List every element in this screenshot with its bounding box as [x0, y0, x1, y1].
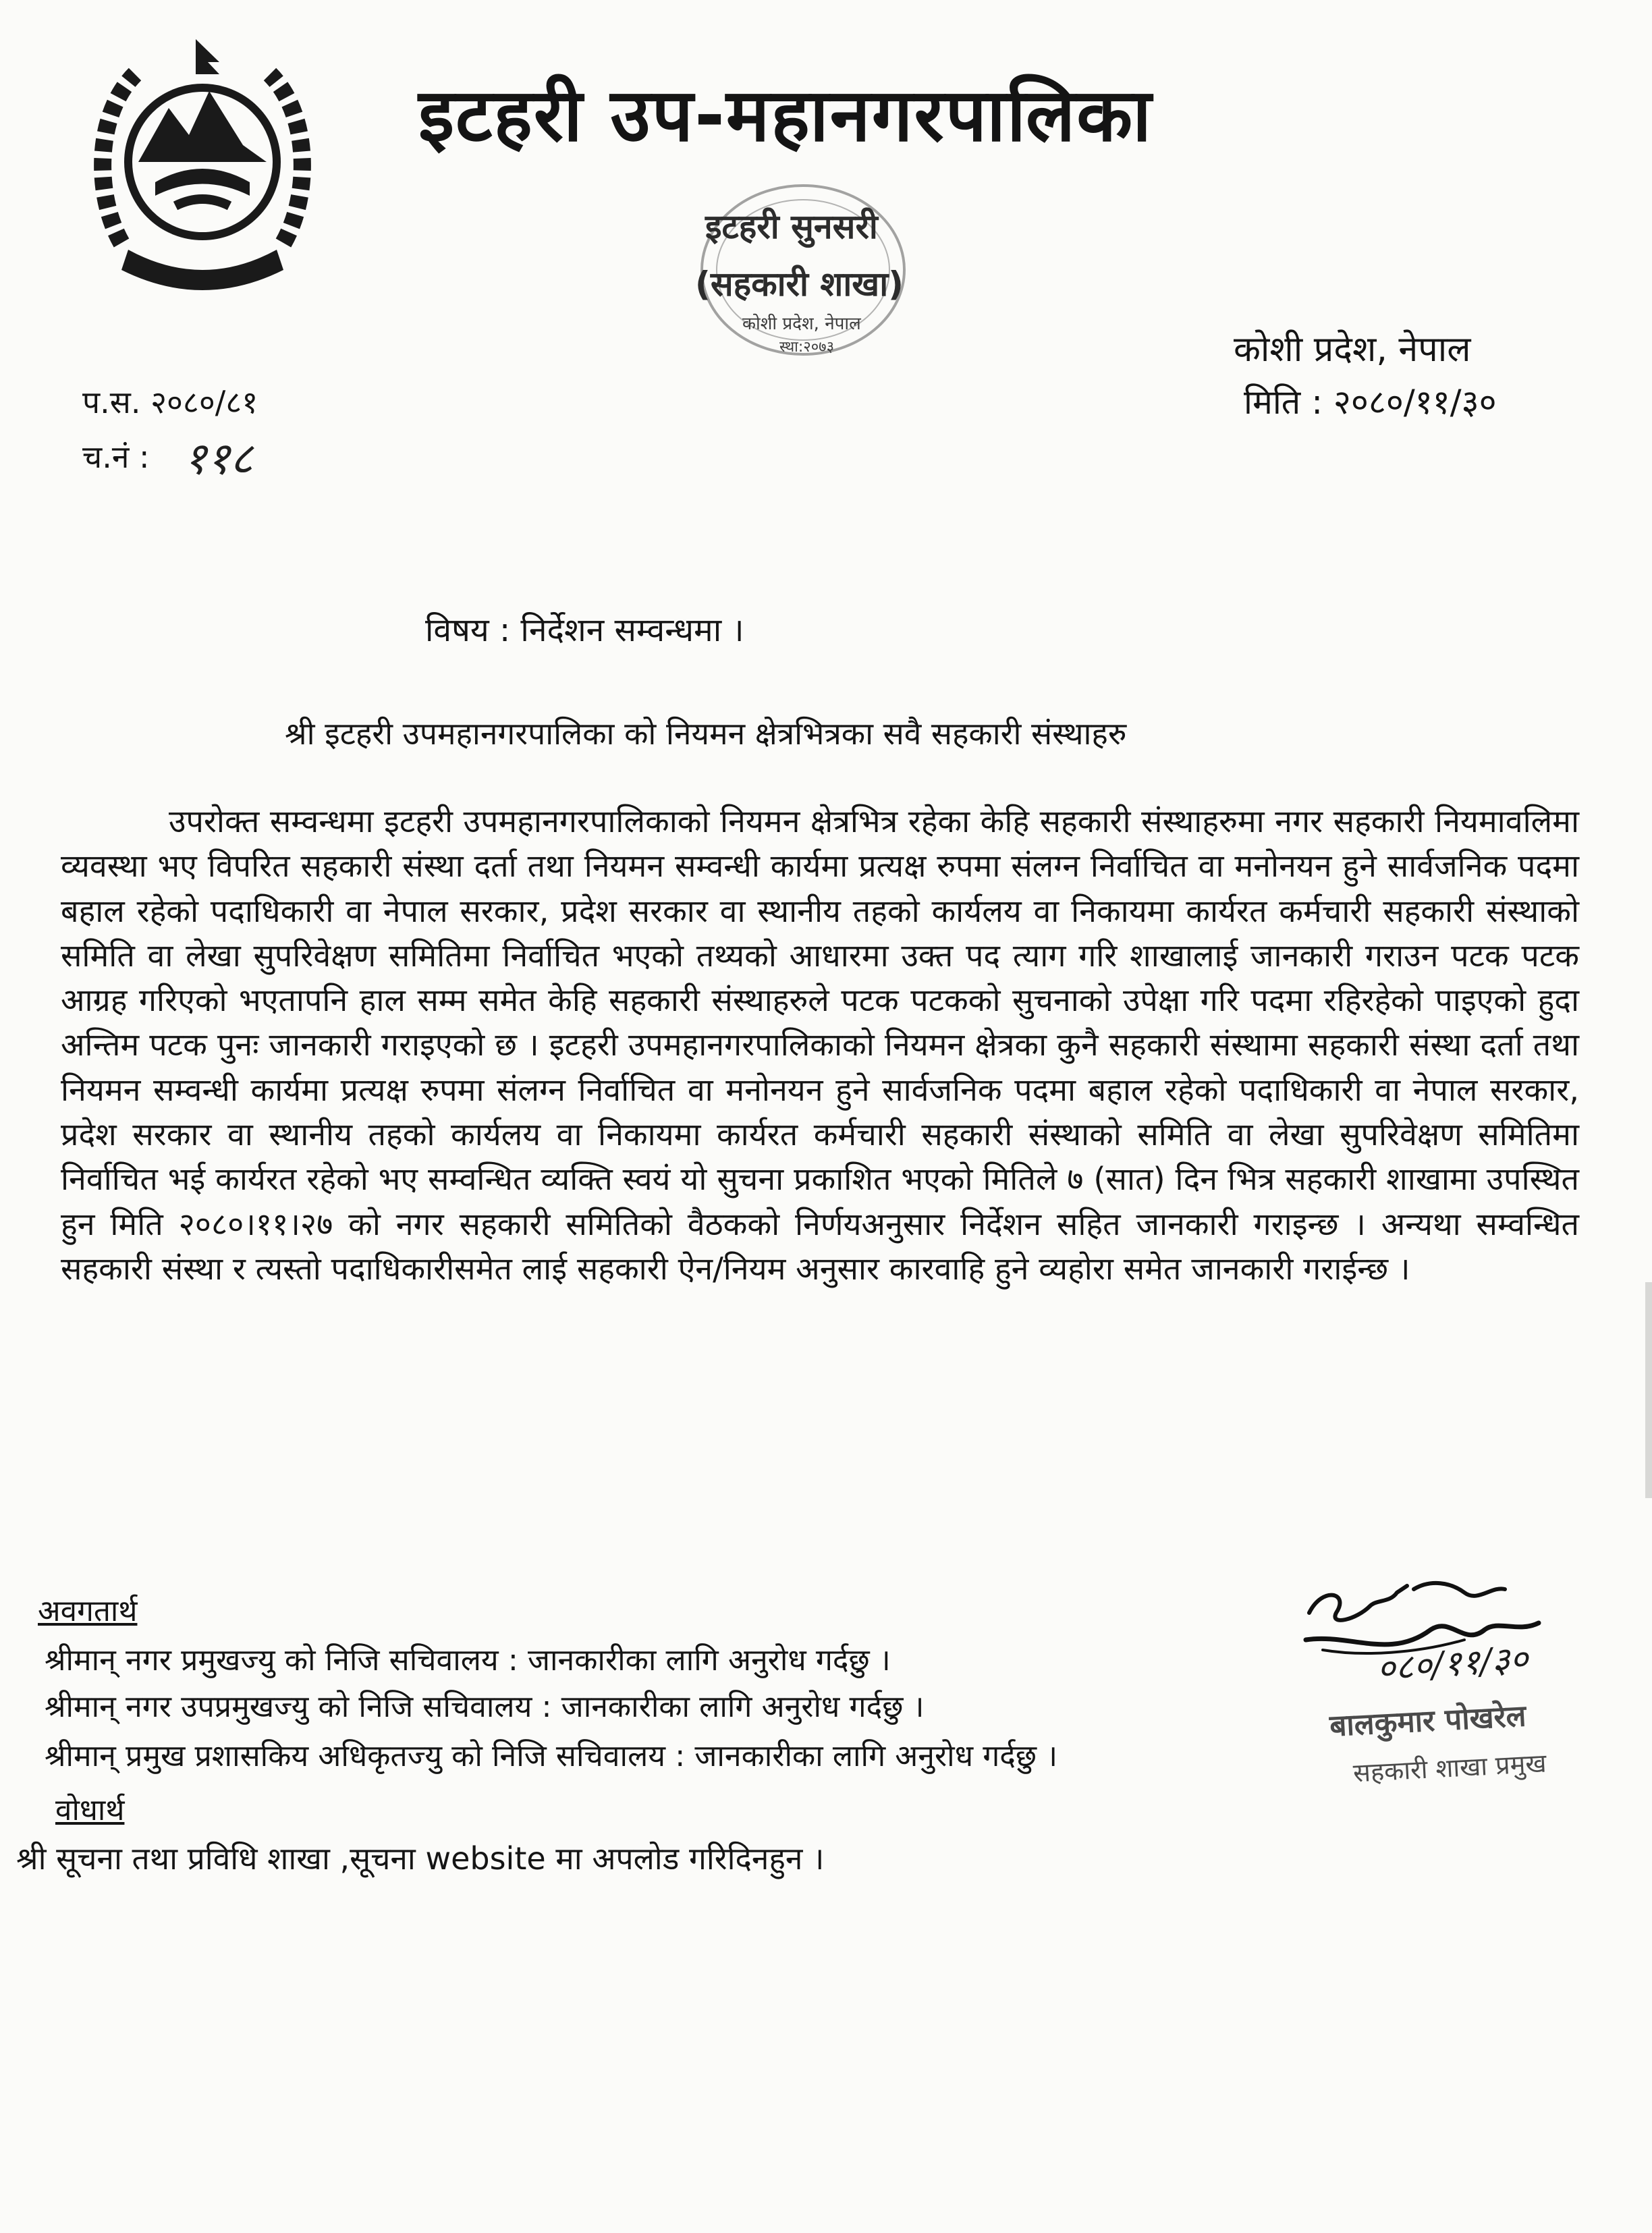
- stamp-text-branch: (सहकारी शाखा): [695, 265, 904, 304]
- nepal-emblem-icon: [81, 27, 324, 297]
- letter-subject: विषय : निर्देशन सम्वन्धमा ।: [425, 611, 744, 649]
- signatory-stamp-name: बालकुमार पोखरेल: [1328, 1699, 1527, 1744]
- signatory-stamp-title: सहकारी शाखा प्रमुख: [1352, 1748, 1547, 1788]
- cc-heading: अवगतार्थ: [38, 1594, 138, 1628]
- stamp-text-province: कोशी प्रदेश, नेपाल: [742, 314, 861, 334]
- letter-date: मिति : २०८०/११/३०: [1244, 383, 1497, 422]
- letter-addressee: श्री इटहरी उपमहानगरपालिका को नियमन क्षेत्रभित्रका सवै सहकारी संस्थाहरु: [285, 715, 1127, 752]
- letter-body-text: उपरोक्त सम्वन्धमा इटहरी उपमहानगरपालिकाको नियमन क्षेत्रभित्र रहेका केहि सहकारी संस्थाहरुमा नगर सहकारी नियमावलिमा व्यवस्था भए विपरित सहकारी संस्था दर्ता तथा नियमन सम्वन्धी कार्यमा प्रत्यक्ष रुपमा संलग्न निर्वाचित वा मनोनयन हुने सार्वजनिक पदमा बहाल रहेको पदाधिकारी वा नेपाल सरकार, प्रदेश सरकार वा स्थानीय तहको कार्यलय वा निकायमा कार्यरत कर्मचारी सहकारी संस्थाको समिति वा लेखा सुपरिवेक्षण समितिमा निर्वाचित भएको तथ्यको आधारमा उक्त पद त्याग गरि शाखालाई जानकारी गराउन पटक पटक आग्रह गरिएको भएतापनि हाल सम्म समेत केहि सहकारी संस्थाहरुले पटक पटकको सुचनाको उपेक्षा गरि पदमा रहिरहेको पाइएको हुदा अन्तिम पटक पुनः जानकारी गराइएको छ । इटहरी उपमहानगरपालिकाको नियमन क्षेत्रका कुनै सहकारी संस्थामा सहकारी संस्था दर्ता तथा नियमन सम्वन्धी कार्यमा प्रत्यक्ष रुपमा संलग्न निर्वाचित वा मनोनयन हुने सार्वजनिक पदमा बहाल रहेको पदाधिकारी वा नेपाल सरकार, प्रदेश सरकार वा स्थानीय तहको कार्यलय वा निकायमा कार्यरत कर्मचारी सहकारी संस्थाको समिति वा लेखा सुपरिवेक्षण समितिमा निर्वाचित भई कार्यरत रहेको भए सम्वन्धित व्यक्ति स्वयं यो सुचना प्रकाशित भएको मितिले ७ (सात) दिन भित्र सहकारी शाखामा उपस्थित हुन मिति २०८०।११।२७ को नगर सहकारी समितिको वैठकको निर्णयअनुसार निर्देशन सहित जानकारी गराइन्छ । अन्यथा सम्वन्धित सहकारी संस्था र त्यस्तो पदाधिकारीसमेत लाई सहकारी ऐन/नियम अनुसार कारवाहि हुने व्यहोरा समेत जानकारी गराईन्छ ।: [61, 803, 1579, 1287]
- fiscal-year: प.स. २०८०/८१: [82, 384, 258, 420]
- ack-line: श्री सूचना तथा प्रविधि शाखा ,सूचना website मा अपलोड गरिदिनहुन ।: [16, 1840, 825, 1877]
- province-address: कोशी प्रदेश, नेपाल: [1234, 329, 1471, 370]
- scan-edge-shadow: [1645, 1282, 1652, 1498]
- letter-body: [61, 799, 1579, 1291]
- dispatch-number-value: ११८: [184, 433, 253, 485]
- stamp-text-location: इटहरी सुनसरी: [705, 207, 878, 246]
- signature-date: ०८०/११/३०: [1375, 1638, 1530, 1690]
- dispatch-number-label: च.नं :: [82, 439, 150, 475]
- ack-heading: वोधार्थ: [55, 1793, 125, 1827]
- cc-line: श्रीमान् नगर उपप्रमुखज्यु को निजि सचिवालय : जानकारीका लागि अनुरोध गर्दछु ।: [45, 1690, 925, 1724]
- cc-line: श्रीमान् प्रमुख प्रशासकिय अधिकृतज्यु को निजि सचिवालय : जानकारीका लागि अनुरोध गर्दछु ।: [45, 1739, 1058, 1773]
- organization-name: इटहरी उप-महानगरपालिका: [418, 74, 1153, 158]
- cc-line: श्रीमान् नगर प्रमुखज्यु को निजि सचिवालय : जानकारीका लागि अनुरोध गर्दछु ।: [45, 1643, 891, 1678]
- stamp-text-established: स्था:२०७३: [779, 339, 835, 356]
